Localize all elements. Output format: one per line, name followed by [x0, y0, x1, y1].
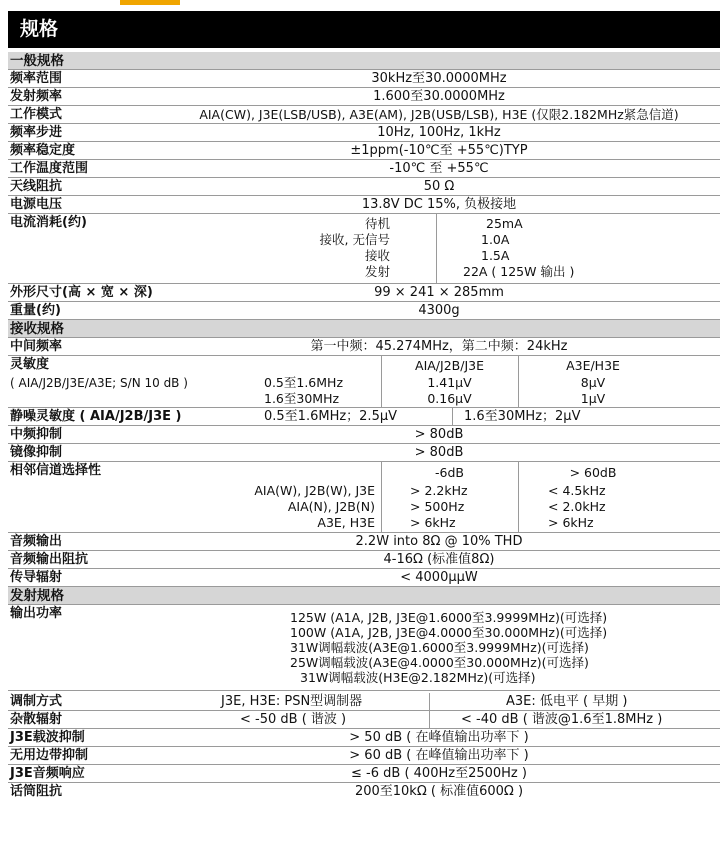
spec-label: 镜像抑制: [10, 445, 63, 460]
spec-label: 中频抑制: [10, 427, 63, 442]
state-value: 1.0A: [481, 232, 510, 247]
spec-label: 输出功率: [10, 606, 63, 621]
spec-row: [8, 765, 720, 783]
state-label: 接收: [364, 248, 390, 263]
spec-row: [8, 551, 720, 569]
col-value: 1μV: [580, 391, 606, 406]
current-row: [8, 214, 720, 284]
spec-row: [8, 783, 720, 801]
spec-row: [8, 124, 720, 142]
spec-value: 10Hz, 100Hz, 1kHz: [377, 125, 501, 140]
spec-value: 13.8V DC 15%, 负极接地: [361, 197, 517, 212]
spec-label: 无用边带抑制: [10, 748, 89, 763]
spec-value: 1.600至30.0000MHz: [373, 89, 505, 104]
spec-label: J3E载波抑制: [10, 730, 85, 745]
spec-value: 99 × 241 × 285mm: [374, 285, 504, 300]
col-header: > 60dB: [569, 465, 617, 480]
spec-value: 4300g: [418, 303, 460, 318]
spec-label: 电源电压: [10, 197, 63, 212]
spec-row: [8, 284, 720, 302]
section-general-title: 一般规格: [10, 53, 64, 69]
power-row: [8, 605, 720, 691]
spec-row: [8, 178, 720, 196]
spec-label: 相邻信道选择性: [10, 463, 102, 478]
cell-divider: [429, 711, 430, 728]
mode-label: AIA(W), J2B(W), J3E: [254, 483, 375, 498]
spec-label: 发射频率: [10, 89, 63, 104]
spec-value: < -50 dB ( 谐波 ): [240, 712, 347, 727]
spec-label: 频率稳定度: [10, 143, 76, 158]
page-title-text: 规格: [20, 18, 59, 40]
section-transmit: [8, 587, 720, 605]
page-title: [8, 11, 720, 48]
spec-value: > 50 dB ( 在峰值输出功率下 ): [349, 730, 529, 745]
spec-value: J3E, H3E: PSN型调制器: [221, 694, 363, 709]
spec-label: 话筒阻抗: [10, 784, 63, 799]
spec-row: [8, 70, 720, 88]
spec-label: 灵敏度: [10, 357, 50, 372]
col-value: > 6kHz: [410, 515, 456, 530]
squelch-row: [8, 408, 720, 426]
spec-value: > 80dB: [414, 427, 464, 442]
spec-label: 调制方式: [10, 694, 63, 709]
power-line: 31W调幅载波(A3E@1.6000至3.9999MHz)(可选择): [290, 640, 589, 655]
section-receive: [8, 320, 720, 338]
spec-value: < -40 dB ( 谐波@1.6至1.8MHz ): [461, 712, 663, 727]
col-value: 8μV: [580, 375, 606, 390]
cell-divider: [436, 214, 437, 283]
col-value: > 2.2kHz: [410, 483, 468, 498]
spec-label: 工作模式: [10, 107, 63, 122]
cell-divider: [452, 408, 453, 425]
spec-label: 音频输出阻抗: [10, 552, 89, 567]
spec-label: 外形尺寸(高 × 宽 × 深): [10, 285, 153, 300]
state-label: 接收, 无信号: [319, 232, 390, 247]
mode-label: AIA(N), J2B(N): [287, 499, 375, 514]
section-receive-title: 接收规格: [10, 321, 64, 337]
spec-row: [8, 747, 720, 765]
spec-label: 工作温度范围: [10, 161, 89, 176]
spec-value: 2.2W into 8Ω @ 10% THD: [355, 534, 523, 549]
brand-accent: [120, 0, 180, 5]
spec-value: > 80dB: [414, 445, 464, 460]
spec-value: < 4000μμW: [400, 570, 478, 585]
spec-label: 频率范围: [10, 71, 63, 86]
power-line: 25W调幅载波(A3E@4.0000至30.000MHz)(可选择): [290, 655, 589, 670]
col-value: > 6kHz: [548, 515, 594, 530]
spec-row: [8, 338, 720, 356]
spec-value: 30kHz至30.0000MHz: [371, 71, 507, 86]
spec-label: 频率步进: [10, 125, 63, 140]
spec-row: [8, 88, 720, 106]
modulation-row: [8, 693, 720, 711]
spec-value: A3E: 低电平 ( 早期 ): [506, 694, 628, 709]
power-line: 100W (A1A, J2B, J3E@4.0000至30.000MHz)(可选择): [290, 625, 608, 640]
mode-label: A3E, H3E: [317, 515, 375, 530]
spec-row: [8, 160, 720, 178]
spec-row: [8, 302, 720, 320]
spec-value: ≤ -6 dB ( 400Hz至2500Hz ): [351, 766, 527, 781]
col-value: 1.41μV: [427, 375, 472, 390]
top-strip: [0, 0, 726, 6]
spec-value: 200至10kΩ ( 标准值600Ω ): [354, 784, 524, 799]
spec-value: AIA(CW), J3E(LSB/USB), A3E(AM), J2B(USB/LSB), H3E (仅限2.182MHz紧急信道): [199, 107, 679, 122]
cell-divider: [429, 693, 430, 710]
spec-label: 传导辐射: [10, 570, 63, 585]
spec-label: 杂散辐射: [10, 712, 63, 727]
state-label: 发射: [364, 264, 390, 279]
state-value: 22A ( 125W 输出 ): [463, 264, 575, 279]
col-value: > 500Hz: [410, 499, 465, 514]
spurious-row: [8, 711, 720, 729]
state-label: 待机: [364, 216, 390, 231]
spec-value: 第一中频：45.274MHz，第二中频：24kHz: [310, 339, 568, 354]
power-line: 125W (A1A, J2B, J3E@1.6000至3.9999MHz)(可选择): [290, 610, 608, 625]
spec-value: 0.5至1.6MHz；2.5μV: [264, 409, 398, 424]
spec-row: [8, 142, 720, 160]
section-general: [8, 52, 720, 70]
spec-row: [8, 196, 720, 214]
spec-value: 1.6至30MHz；2μV: [464, 409, 581, 424]
spec-label: 重量(约): [10, 303, 61, 318]
state-value: 1.5A: [481, 248, 510, 263]
section-transmit-title: 发射规格: [10, 588, 64, 604]
spec-label: 中间频率: [10, 339, 63, 354]
spec-label: 静噪灵敏度 ( AIA/J2B/J3E ): [10, 409, 182, 424]
spec-row: [8, 569, 720, 587]
selectivity-row: [8, 462, 720, 533]
spec-row: [8, 426, 720, 444]
spec-row: [8, 533, 720, 551]
spec-value: -10℃ 至 +55℃: [389, 161, 489, 176]
col-value: < 4.5kHz: [548, 483, 606, 498]
spec-table: [8, 52, 720, 801]
spec-value: 50 Ω: [423, 179, 455, 194]
spec-sublabel: ( AIA/J2B/J3E/A3E; S/N 10 dB ): [10, 376, 188, 390]
spec-row: [8, 729, 720, 747]
power-line: 31W调幅载波(H3E@2.182MHz)(可选择): [300, 670, 536, 685]
spec-value: > 60 dB ( 在峰值输出功率下 ): [349, 748, 529, 763]
spec-row: [8, 106, 720, 124]
spec-value: 4-16Ω (标准值8Ω): [383, 552, 495, 567]
state-value: 25mA: [486, 216, 523, 231]
spec-label: 电流消耗(约): [10, 215, 87, 230]
col-header: -6dB: [435, 465, 464, 480]
spec-value: ±1ppm(-10℃至 +55℃)TYP: [350, 143, 528, 158]
spec-label: 天线阻抗: [10, 179, 63, 194]
spec-label: 音频输出: [10, 534, 63, 549]
range-label: 1.6至30MHz: [264, 391, 340, 406]
spec-label: J3E音频响应: [10, 766, 85, 781]
sensitivity-row: [8, 356, 720, 408]
col-header: A3E/H3E: [566, 358, 620, 373]
col-value: < 2.0kHz: [548, 499, 606, 514]
col-value: 0.16μV: [427, 391, 472, 406]
spec-row: [8, 444, 720, 462]
range-label: 0.5至1.6MHz: [264, 375, 344, 390]
col-header: AIA/J2B/J3E: [415, 358, 484, 373]
